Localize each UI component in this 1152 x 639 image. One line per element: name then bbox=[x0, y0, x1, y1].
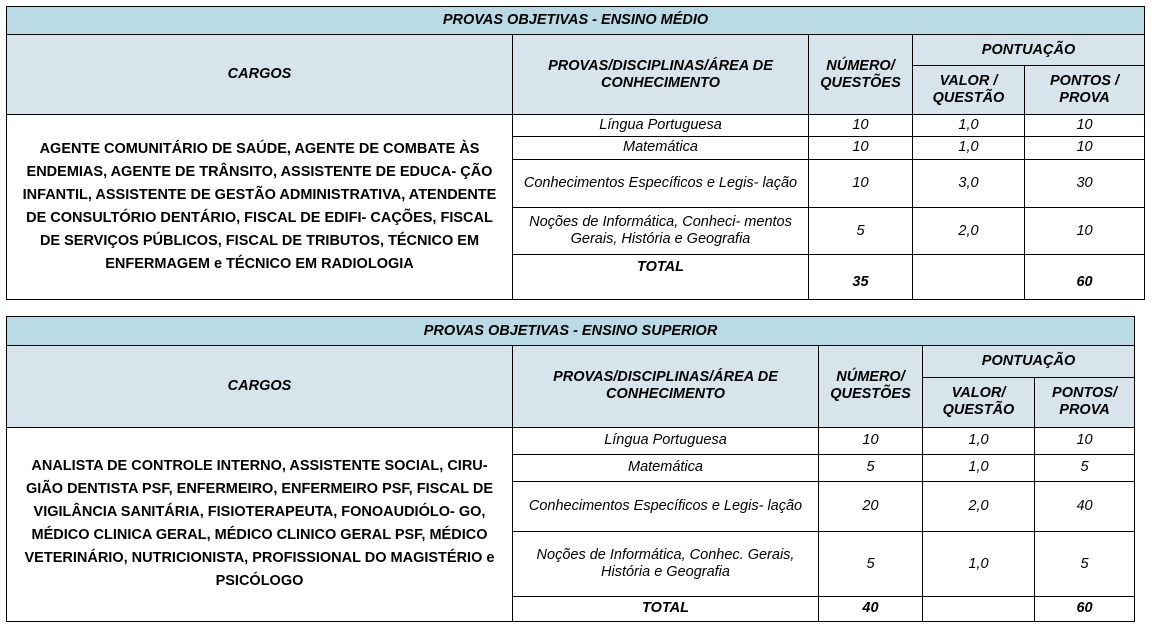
total-numero: 40 bbox=[819, 596, 923, 621]
header-numero: NÚMERO/ QUESTÕES bbox=[809, 35, 913, 114]
pontos-cell: 5 bbox=[1035, 454, 1135, 481]
valor-cell: 2,0 bbox=[923, 482, 1035, 532]
numero-cell: 5 bbox=[809, 208, 913, 255]
prova-cell: Matemática bbox=[513, 454, 819, 481]
header-pontos: PONTOS / PROVA bbox=[1025, 66, 1145, 115]
prova-cell: Noções de Informática, Conhec. Gerais, História e Geografia bbox=[513, 532, 819, 597]
total-valor bbox=[913, 255, 1025, 300]
total-pontos: 60 bbox=[1035, 596, 1135, 621]
pontos-cell: 10 bbox=[1035, 427, 1135, 454]
header-pontuacao: PONTUAÇÃO bbox=[923, 346, 1135, 377]
valor-cell: 1,0 bbox=[923, 532, 1035, 597]
prova-cell: Língua Portuguesa bbox=[513, 427, 819, 454]
numero-cell: 10 bbox=[809, 137, 913, 159]
valor-cell: 1,0 bbox=[923, 454, 1035, 481]
exam-table-superior bbox=[6, 316, 1135, 622]
table-title: PROVAS OBJETIVAS - ENSINO MÉDIO bbox=[7, 7, 1145, 35]
valor-cell: 3,0 bbox=[913, 159, 1025, 208]
pontos-cell: 10 bbox=[1025, 137, 1145, 159]
header-cargos: CARGOS bbox=[7, 346, 513, 427]
numero-cell: 5 bbox=[819, 532, 923, 597]
table-row bbox=[7, 427, 1135, 454]
header-valor: VALOR/ QUESTÃO bbox=[923, 377, 1035, 427]
valor-cell: 1,0 bbox=[913, 114, 1025, 136]
header-cargos: CARGOS bbox=[7, 35, 513, 114]
total-valor bbox=[923, 596, 1035, 621]
prova-cell: Matemática bbox=[513, 137, 809, 159]
header-pontos: PONTOS/ PROVA bbox=[1035, 377, 1135, 427]
total-pontos: 60 bbox=[1025, 255, 1145, 300]
pontos-cell: 40 bbox=[1035, 482, 1135, 532]
header-provas: PROVAS/DISCIPLINAS/ÁREA DE CONHECIMENTO bbox=[513, 346, 819, 427]
table-title: PROVAS OBJETIVAS - ENSINO SUPERIOR bbox=[7, 317, 1135, 346]
pontos-cell: 5 bbox=[1035, 532, 1135, 597]
numero-cell: 10 bbox=[809, 159, 913, 208]
header-provas: PROVAS/DISCIPLINAS/ÁREA DE CONHECIMENTO bbox=[513, 35, 809, 114]
cargos-list: ANALISTA DE CONTROLE INTERNO, ASSISTENTE SOCIAL, CIRU- GIÃO DENTISTA PSF, ENFERMEIRO, ENFERMEIRO PSF, FISCAL DE VIGILÂNCIA SANITÁRIA, FISIOTERAPEUTA, FONOAUDIÓLO- GO, MÉDICO CLINICA GERAL, MÉDICO CLINICO GERAL PSF, MÉDICO VETERINÁRIO, NUTRICIONISTA, PROFISSIONAL DO MAGISTÉRIO e PSICÓLOGO bbox=[7, 427, 513, 621]
numero-cell: 10 bbox=[819, 427, 923, 454]
cargos-list: AGENTE COMUNITÁRIO DE SAÚDE, AGENTE DE COMBATE ÀS ENDEMIAS, AGENTE DE TRÂNSITO, ASSISTENTE DE EDUCA- ÇÃO INFANTIL, ASSISTENTE DE GESTÃO ADMINISTRATIVA, ATENDENTE DE CONSULTÓRIO DENTÁRIO, FISCAL DE EDIFI- CAÇÕES, FISCAL DE SERVIÇOS PÚBLICOS, FISCAL DE TRIBUTOS, TÉCNICO EM ENFERMAGEM e TÉCNICO EM RADIOLOGIA bbox=[7, 114, 513, 299]
numero-cell: 5 bbox=[819, 454, 923, 481]
prova-cell: Conhecimentos Específicos e Legis- lação bbox=[513, 159, 809, 208]
prova-cell: Língua Portuguesa bbox=[513, 114, 809, 136]
total-label: TOTAL bbox=[513, 255, 809, 300]
header-valor: VALOR / QUESTÃO bbox=[913, 66, 1025, 115]
total-numero: 35 bbox=[809, 255, 913, 300]
pontos-cell: 10 bbox=[1025, 208, 1145, 255]
valor-cell: 2,0 bbox=[913, 208, 1025, 255]
table-row bbox=[7, 114, 1145, 136]
prova-cell: Conhecimentos Específicos e Legis- lação bbox=[513, 482, 819, 532]
numero-cell: 10 bbox=[809, 114, 913, 136]
prova-cell: Noções de Informática, Conheci- mentos Gerais, História e Geografia bbox=[513, 208, 809, 255]
pontos-cell: 30 bbox=[1025, 159, 1145, 208]
valor-cell: 1,0 bbox=[913, 137, 1025, 159]
header-numero: NÚMERO/ QUESTÕES bbox=[819, 346, 923, 427]
numero-cell: 20 bbox=[819, 482, 923, 532]
valor-cell: 1,0 bbox=[923, 427, 1035, 454]
exam-table-medio bbox=[6, 6, 1145, 300]
pontos-cell: 10 bbox=[1025, 114, 1145, 136]
total-label: TOTAL bbox=[513, 596, 819, 621]
header-pontuacao: PONTUAÇÃO bbox=[913, 35, 1145, 66]
